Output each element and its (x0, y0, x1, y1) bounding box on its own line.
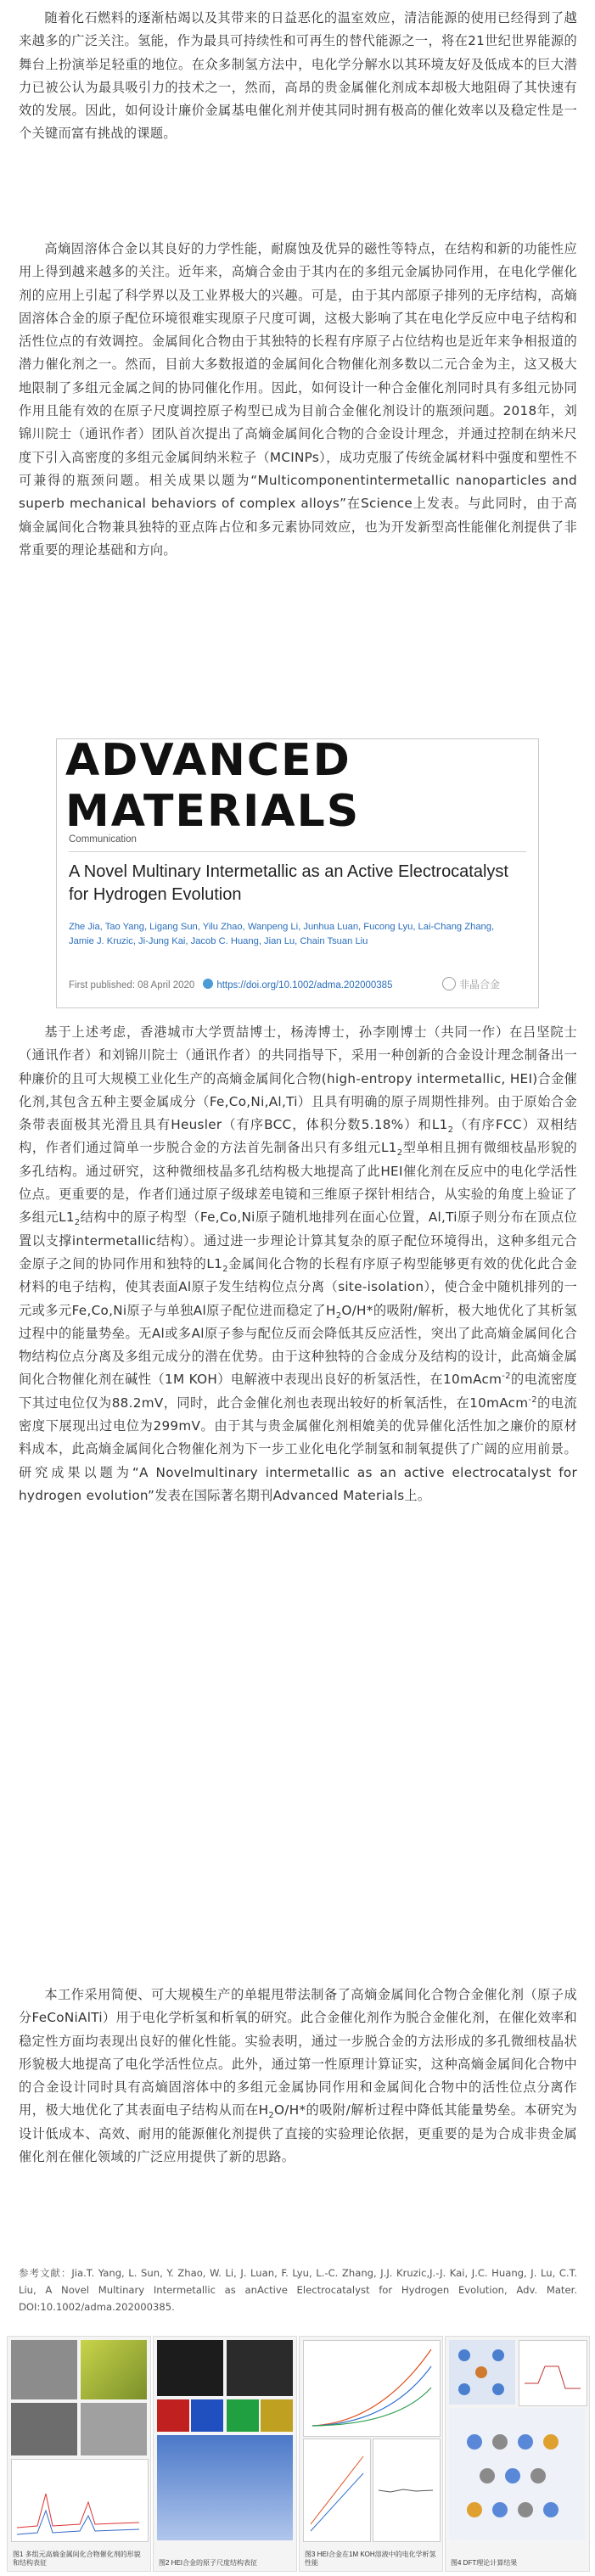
figure-1-ribbon-photo (81, 2340, 147, 2399)
paragraph-intro-text: 随着化石燃料的逐渐枯竭以及其带来的日益恶化的温室效应，清洁能源的使用已经得到了越来越多的广泛关注。氢能，作为最具可持续性和可再生的替代能源之一，将在21世纪世界能源的舞台上扮演举足轻重的地位。在众多制氢方法中，电化学分解水以其环境友好及低成本的巨大潜力已被公认为最具吸引力的技术之一，然而，高昂的贵金属催化剂成本却极大地阻碍了其快速有效的发展。因此，如何设计廉价金属基电催化剂并使其同时拥有极高的催化效率以及稳定性是一个关键而富有挑战的课题。 (19, 10, 577, 142)
figure-1-sem-image (11, 2340, 77, 2399)
first-published: First published: 08 April 2020 (69, 980, 195, 991)
paragraph-summary (19, 1984, 577, 2169)
figure-3-lsv-plot (303, 2340, 441, 2437)
results-text-7: 的电流密度下其过电位仅为88.2mV，同时，此合金催化剂也表现出较好的析氧活性，在10mAcm (19, 1372, 578, 1411)
watermark-logo-icon (442, 977, 456, 991)
summary-text-2: O/H*的吸附/解析过程中降低其能量势垒。本研究为设计低成本、高效、耐用的能源催化剂提供了直接的实验理论依据，更重要的是为合成非贵金属催化剂在催化领域的广泛应用提供了新的思路。 (19, 2102, 578, 2165)
subscript: 2 (396, 1148, 403, 1159)
results-text-4: 结构中的原子构型（Fe,Co,Ni原子随机地排列在面心位置，Al,Ti原子则分布在顶点位置以支撑intermetallic结构）。通过进一步理论计算其复杂的原子配位环境得出，这种多组元合金原子之间的协同作用和独特的L1 (19, 1209, 578, 1271)
lattice-atoms (449, 2340, 515, 2405)
figure-2-apt-reconstruction (157, 2435, 293, 2540)
journal-article-card (56, 735, 539, 1008)
figure-3-caption: 图3 HEI合金在1M KOH溶液中的电化学析氢性能 (305, 2551, 436, 2567)
watermark (442, 977, 500, 991)
paragraph-background-text: 高熵固溶体合金以其良好的力学性能，耐腐蚀及优异的磁性等特点，在结构和新的功能性应用上得到越来越多的关注。近年来，高熵合金由于其内在的多组元金属协同作用，在电化学催化剂的应用上引起了科学界以及工业界极大的兴趣。可是，由于其内部原子排列的无序结构，高熵固溶体合金的原子配位环境很难实现原子尺度可调，这极大影响了其在电化学反应中电子结构和活性位点的有效调控。金属间化合物由于其独特的长程有序原子占位结构也是近年来争相报道的潜力催化剂之一。然而，目前大多数报道的金属间化合物催化剂多数以二元合金为主，这又极大地限制了多组元金属之间的协同催化作用。因此，如何设计一种合金催化剂同时具有多组元协同作用且能有效的在原子尺度调控原子构型已成为目前合金催化剂设计的瓶颈问题。2018年，刘锦川院士（通讯作者）团队首次提出了高熵金属间化合物的合金设计理念，并通过控制在纳米尺度下引入高密度的多组元金属间纳米粒子（MCINPs），成功克服了传统金属材料中强度和塑性不可兼得的瓶颈问题。相关成果以题为“ (19, 241, 577, 488)
figure-2-atomic-image (227, 2340, 293, 2396)
figure-3-stability-plot (373, 2439, 441, 2542)
figure-2 (153, 2336, 297, 2572)
figure-3 (299, 2336, 443, 2572)
subscript: 2 (447, 1125, 454, 1136)
results-text-8: 的电流密度下展现出过电位为299mV。由于其与贵金属催化剂相媲美的优异催化活性加之廉价的原材料成本，此高熵金属间化合物催化剂为下一步工业化电化学制氢和制氧提供了广阔的应用前景。研究成果以题为“A Novelmultinary intermetallic as an active electrocatalyst for hydrogen evolution”发表在国际著名期刊Advanced Materials上。 (19, 1395, 577, 1503)
lsv-curves (304, 2341, 440, 2436)
results-text-6: O/H*的吸附/解析，极大地优化了其析氢过程中的能量势垒。无Al或多Al原子参与配位反而会降低其反应活性，突出了此高熵金属间化合物结构位点分离及多组元成分的潜在优势。由于这种独特的合金成分及结构的设计，此高熵金属间化合物催化剂在碱性（1M KOH）电解液中表现出良好的析氢活性，在10mAcm (19, 1302, 577, 1388)
paragraph-results (19, 1021, 577, 1507)
tafel-lines (304, 2439, 370, 2541)
paragraph-background (19, 238, 577, 562)
results-text-5: 金属间化合物的长程有序原子构型能够更有效的优化此合金材料的电子结构，使其表面Al原子发生结构位点分离（site-isolation），使合金中随机排列的一元或多元Fe,Co,Ni原子与单独Al原子配位进而稳定了H (19, 1255, 577, 1318)
energy-steps (519, 2341, 587, 2405)
figure-collage (7, 2336, 588, 2570)
card-divider (69, 851, 526, 852)
article-doi-link[interactable]: https://doi.org/10.1002/adma.202000385 (216, 980, 393, 991)
subscript: 2 (268, 2111, 275, 2121)
figure-2-eds-map-al (261, 2399, 293, 2432)
figure-3-tafel-plot (303, 2439, 371, 2542)
results-text-1: 基于上述考虑，香港城市大学贾喆博士，杨涛博士，孙李刚博士（共同一作）在吕坚院士（通讯作者）和刘锦川院士（通讯作者）的共同指导下，采用一种创新的合金设计理念制备出一种廉价的且可大规模工业化生产的高熵金属间化合物(high-entropy intermetallic, HEI)合金催化剂,其包含五种主要金属成分（Fe,Co,Ni,Al,Ti）且具有明确的原子周期性排列。由于原始合金条带表面极其光滑且具有Heusler（有序BCC，体积分数5.18%）和L1 (19, 1024, 577, 1133)
article-meta (69, 979, 392, 991)
article-type: Communication (69, 834, 137, 845)
superscript: -2 (528, 1395, 537, 1405)
figure-4-crystal-model (449, 2340, 515, 2405)
figure-4-caption: 图4 DFT理论计算结果 (451, 2559, 518, 2567)
stability-line (373, 2439, 440, 2541)
figure-1 (7, 2336, 151, 2572)
results-text-2: （有序FCC）双相结构，作者们通过简单一步脱合金的方法首先制备出只有多组元L1 (19, 1117, 577, 1156)
results-text-3: 型单相且拥有微细枝晶形貌的多孔结构。通过研究，这种微细枝晶多孔结构极大地提高了此HEI催化剂在反应中的电化学活性位点。更重要的是，作者们通过原子级球差电镜和三维原子探针相结合，从实验的角度上验证了多组元L1 (19, 1140, 577, 1226)
summary-text-1: 本工作采用简便、可大规模生产的单辊甩带法制备了高熵金属间化合物合金催化剂（原子成分FeCoNiAlTi）用于电化学析氢和析氧的研究。此合金催化剂作为脱合金催化剂，在催化效率和稳定性方面均表现出良好的催化性能。实验表明，通过一步脱合金的方法形成的多孔微细枝晶状形貌极大地提高了电化学活性位点。此外，通过第一性原理计算证实，这种高熵金属间化合物中的合金设计同时具有高熵固溶体中的多组元金属协同作用和金属间化合物中的活性位点分离作用，极大地优化了其表面电子结构从而在H (19, 1987, 577, 2119)
paragraph-intro (19, 7, 577, 146)
figure-2-eds-map-co (191, 2399, 223, 2432)
article-authors: Zhe Jia, Tao Yang, Ligang Sun, Yilu Zhao, Wanpeng Li, Junhua Luan, Fucong Lyu, Lai-Chang Zhang, Jamie J. Kruzic, Ji-Jung Kai, Jacob C. Huang, Jian Lu, Chain Tsuan Liu (69, 922, 495, 946)
figure-1-caption: 图1 多组元高熵金属间化合物催化剂的形貌和结构表征 (13, 2551, 141, 2567)
article-title: A Novel Multinary Intermetallic as an Active Electrocatalyst for Hydrogen Evolution (69, 862, 508, 904)
figure-2-caption: 图2 HEI合金的原子尺度结构表征 (159, 2559, 258, 2567)
figure-4-energy-diagram (519, 2340, 587, 2406)
doi-icon (203, 979, 213, 989)
xrd-curves (12, 2460, 148, 2541)
journal-banner: ADVANCED MATERIALS (65, 751, 530, 821)
figure-1-xrd-plot (11, 2459, 149, 2542)
subscript: 2 (222, 1265, 228, 1274)
watermark-text: 非晶合金 (459, 979, 501, 991)
figure-1-porous-image (11, 2403, 77, 2455)
figure-4-adsorption-models (449, 2408, 586, 2540)
subscript: 2 (74, 1218, 81, 1228)
figure-2-eds-map-ni (227, 2399, 259, 2432)
adsorption-atoms (449, 2408, 586, 2540)
science-paper-title: Multicomponentintermetallic nanoparticles and superb mechanical behaviors of complex alloys (19, 472, 577, 512)
figure-2-eds-map-fe (157, 2399, 189, 2432)
superscript: -2 (502, 1372, 511, 1382)
paragraph-background-text-end: ”在Science上发表。与此同时，由于高熵金属间化合物兼具独特的亚点阵占位和多元素协同效应，也为开发新型高性能催化剂提供了非常重要的理论基础和方向。 (19, 496, 577, 558)
subscript: 2 (335, 1310, 342, 1321)
figure-2-haadf-image (157, 2340, 223, 2396)
figure-1-dendrite-image (81, 2403, 147, 2455)
reference-citation: 参考文献：Jia.T. Yang, L. Sun, Y. Zhao, W. Li, J. Luan, F. Lyu, L.-C. Zhang, J.J. Kruzic,J.-J. Kai, J.C. Huang, J. Lu, C.T. Liu, A Novel Multinary Intermetallic as anActive Electrocatalyst for Hydrogen Evolution, Adv. Mater. DOI:10.1002/adma.202000385. (19, 2267, 577, 2313)
figure-4 (445, 2336, 590, 2572)
